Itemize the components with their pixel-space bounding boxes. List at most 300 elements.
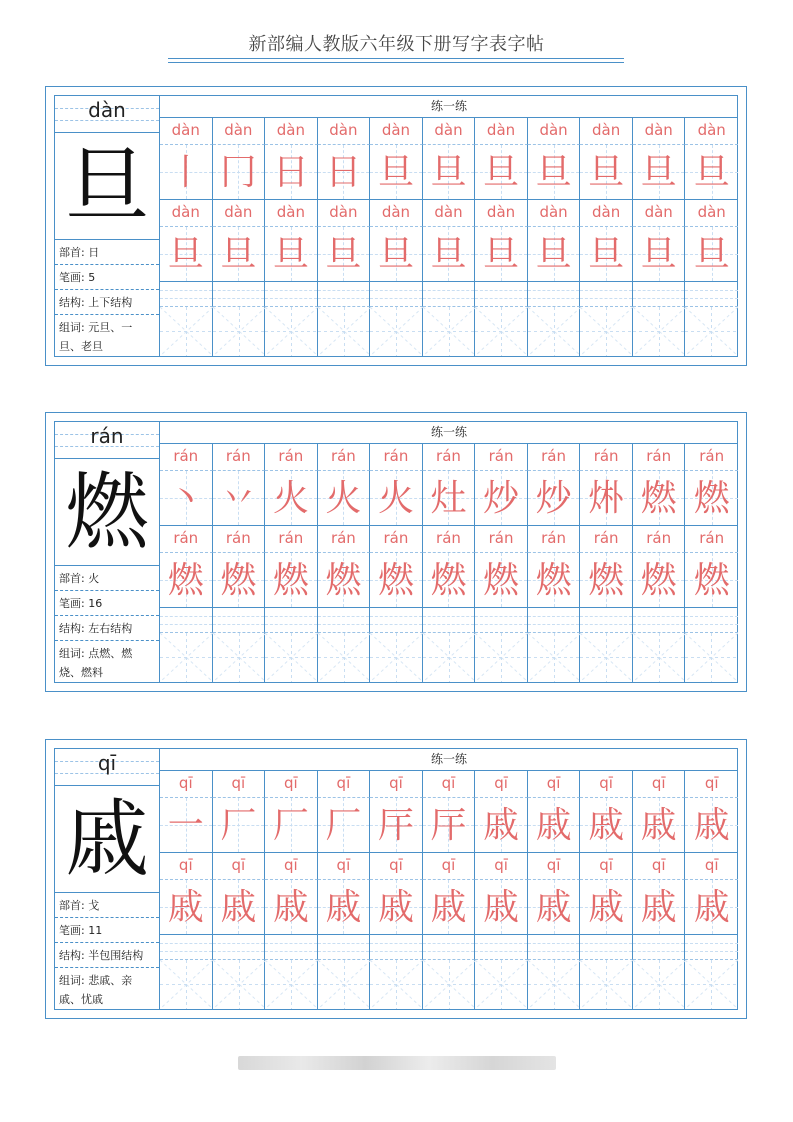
words-line-2: 旦、老旦 [59, 340, 103, 353]
strokes-info [55, 591, 159, 616]
pinyin-cell [370, 526, 423, 553]
stroke-order-character: 烞 [588, 478, 625, 519]
stroke-order-cell [633, 798, 686, 853]
pinyin-box [55, 749, 159, 786]
stroke-order-cell [318, 471, 371, 526]
pinyin-cell [318, 526, 371, 553]
blank-pinyin-cell[interactable] [475, 282, 528, 307]
blurred-footer [238, 1056, 556, 1070]
blank-pinyin-cell[interactable] [370, 282, 423, 307]
blank-writing-cell[interactable] [160, 960, 213, 1009]
blank-pinyin-cell[interactable] [423, 935, 476, 960]
stroke-order-character: 燃 [483, 560, 520, 601]
pinyin-cell [475, 526, 528, 553]
blank-writing-cell[interactable] [580, 633, 633, 682]
stroke-order-character: 冂 [220, 152, 257, 193]
pinyin-cell [213, 118, 266, 145]
panel-grid [54, 421, 738, 683]
pinyin-cell [265, 444, 318, 471]
stroke-order-cell [318, 553, 371, 608]
blank-writing-cell[interactable] [685, 633, 738, 682]
stroke-order-character: 戚 [483, 805, 520, 846]
blank-pinyin-cell[interactable] [528, 935, 581, 960]
stroke-order-cell [423, 798, 476, 853]
stroke-order-character: 戚 [535, 805, 572, 846]
practice-pinyin: rán [383, 447, 409, 465]
practice-pinyin: dàn [644, 203, 673, 221]
blank-writing-cell[interactable] [370, 307, 423, 356]
words-label: 组词: [59, 321, 85, 334]
pinyin-cell [423, 444, 476, 471]
stroke-order-cell [475, 880, 528, 935]
practice-area [160, 96, 738, 356]
blank-writing-cell[interactable] [580, 307, 633, 356]
pinyin-cell [528, 444, 581, 471]
character-info-column [55, 96, 160, 356]
blank-writing-cell[interactable] [475, 307, 528, 356]
stroke-order-character: 丶 [167, 478, 204, 519]
blank-pinyin-cell[interactable] [685, 608, 738, 633]
character-panel [45, 739, 747, 1019]
pinyin-cell [685, 853, 738, 880]
pinyin-cell [423, 118, 476, 145]
pinyin: qī [97, 751, 117, 775]
practice-pinyin: qī [651, 774, 666, 792]
stroke-order-cell [685, 880, 738, 935]
stroke-order-cell [423, 227, 476, 282]
blank-pinyin-cell[interactable] [633, 608, 686, 633]
blank-writing-cell[interactable] [370, 960, 423, 1009]
words-line-1: 元旦、一 [88, 321, 133, 334]
pinyin-cell [160, 118, 213, 145]
pinyin-cell [318, 853, 371, 880]
stroke-order-cell [370, 145, 423, 200]
pinyin-cell [370, 118, 423, 145]
practice-area [160, 749, 738, 1009]
stroke-order-character: 旦 [535, 234, 572, 275]
blank-writing-cell[interactable] [685, 960, 738, 1009]
practice-pinyin: dàn [171, 203, 200, 221]
blank-pinyin-cell[interactable] [580, 935, 633, 960]
practice-pinyin: rán [436, 529, 461, 547]
blank-pinyin-cell[interactable] [633, 935, 686, 960]
blank-writing-cell[interactable] [265, 633, 318, 682]
stroke-order-cell [160, 880, 213, 935]
practice-pinyin: rán [593, 447, 619, 465]
stroke-order-character: 戚 [693, 805, 730, 846]
blank-writing-cell[interactable] [475, 960, 528, 1009]
stroke-order-character: 旦 [377, 152, 414, 193]
stroke-order-character: 戚 [588, 887, 625, 928]
practice-label: 练一练 [160, 422, 738, 444]
title-underline-2 [168, 62, 624, 63]
pinyin-cell [528, 118, 581, 145]
pinyin-cell [475, 853, 528, 880]
stroke-order-cell [685, 145, 738, 200]
blank-writing-cell[interactable] [213, 633, 266, 682]
stroke-order-character: 戚 [640, 805, 677, 846]
stroke-order-character: 戚 [693, 887, 730, 928]
practice-pinyin: dàn [224, 121, 253, 139]
pinyin-cell [475, 118, 528, 145]
practice-pinyin: dàn [592, 203, 621, 221]
blank-pinyin-cell[interactable] [213, 935, 266, 960]
stroke-order-character: 日 [272, 152, 309, 193]
practice-pinyin: rán [488, 529, 514, 547]
blank-writing-cell[interactable] [633, 307, 686, 356]
pinyin-cell [580, 771, 633, 798]
practice-pinyin: qī [284, 856, 298, 874]
stroke-order-cell [580, 145, 633, 200]
stroke-order-character: 旦 [430, 152, 467, 193]
blank-writing-cell[interactable] [528, 960, 581, 1009]
blank-writing-cell[interactable] [423, 960, 476, 1009]
pinyin-cell [580, 118, 633, 145]
pinyin-cell [265, 118, 318, 145]
stroke-order-character: 厈 [377, 805, 414, 846]
structure-info [55, 616, 159, 641]
blank-writing-cell[interactable] [265, 960, 318, 1009]
strokes-label: 笔画: [59, 271, 85, 284]
stroke-order-cell [528, 471, 581, 526]
practice-pinyin: qī [178, 856, 193, 874]
blank-writing-cell[interactable] [213, 960, 266, 1009]
stroke-order-cell [370, 471, 423, 526]
stroke-order-cell [423, 880, 476, 935]
stroke-order-cell [528, 880, 581, 935]
stroke-order-character: 炒 [535, 478, 572, 519]
stroke-order-cell [475, 145, 528, 200]
stroke-order-character: 燃 [535, 560, 572, 601]
stroke-order-cell [685, 553, 738, 608]
stroke-order-character: 燃 [693, 560, 730, 601]
stroke-order-character: 戚 [588, 805, 625, 846]
stroke-order-character: 燃 [640, 478, 677, 519]
blank-pinyin-cell[interactable] [318, 608, 371, 633]
pinyin: dàn [88, 98, 126, 122]
words-line-2: 戚、忧戚 [59, 993, 103, 1006]
pinyin-cell [370, 200, 423, 227]
stroke-order-cell [528, 145, 581, 200]
radical-label: 部首: [59, 572, 85, 585]
blank-pinyin-cell[interactable] [160, 282, 213, 307]
strokes-value: 11 [88, 924, 103, 937]
stroke-order-cell [160, 227, 213, 282]
practice-pinyin: dàn [329, 203, 358, 221]
practice-pinyin: rán [173, 447, 199, 465]
blank-writing-cell[interactable] [580, 960, 633, 1009]
blank-writing-cell[interactable] [160, 633, 213, 682]
practice-pinyin: rán [278, 529, 304, 547]
model-character: 旦 [55, 133, 159, 240]
blank-writing-cell[interactable] [475, 633, 528, 682]
title-underline [168, 58, 624, 59]
character-panel [45, 86, 747, 366]
stroke-order-cell [633, 880, 686, 935]
pinyin-cell [685, 526, 738, 553]
stroke-order-character: 旦 [588, 234, 625, 275]
pinyin-cell [370, 853, 423, 880]
stroke-order-cell [318, 227, 371, 282]
stroke-order-character: 旦 [640, 152, 677, 193]
practice-pinyin: rán [383, 529, 409, 547]
strokes-label: 笔画: [59, 924, 85, 937]
practice-pinyin: qī [441, 774, 456, 792]
pinyin-cell [265, 771, 318, 798]
character-panel [45, 412, 747, 692]
stroke-order-cell [475, 798, 528, 853]
stroke-order-cell [475, 471, 528, 526]
practice-pinyin: rán [173, 529, 199, 547]
blank-pinyin-cell[interactable] [685, 282, 738, 307]
blank-pinyin-cell[interactable] [213, 282, 266, 307]
pinyin-cell [685, 118, 738, 145]
practice-pinyin: rán [436, 447, 461, 465]
stroke-order-character: 旦 [430, 234, 467, 275]
practice-pinyin: qī [599, 856, 613, 874]
stroke-order-cell [633, 553, 686, 608]
blank-pinyin-cell[interactable] [318, 282, 371, 307]
stroke-order-cell [633, 471, 686, 526]
stroke-order-cell [580, 798, 633, 853]
stroke-order-character: 燃 [325, 560, 362, 601]
stroke-order-character: 燃 [377, 560, 414, 601]
radical-info [55, 566, 159, 591]
practice-pinyin: rán [488, 447, 514, 465]
pinyin-cell [528, 526, 581, 553]
radical-value: 火 [88, 572, 100, 585]
practice-pinyin: rán [541, 529, 567, 547]
blank-writing-cell[interactable] [318, 307, 371, 356]
pinyin-cell [475, 444, 528, 471]
stroke-order-character: 旦 [693, 152, 730, 193]
stroke-order-cell [633, 227, 686, 282]
pinyin-cell [580, 200, 633, 227]
pinyin-cell [475, 200, 528, 227]
practice-pinyin: qī [231, 774, 246, 792]
pinyin-cell [633, 853, 686, 880]
practice-area [160, 422, 738, 682]
practice-pinyin: dàn [381, 121, 411, 139]
stroke-order-cell [265, 145, 318, 200]
stroke-order-cell [213, 227, 266, 282]
stroke-order-cell [160, 553, 213, 608]
practice-pinyin: dàn [592, 121, 621, 139]
pinyin-cell [160, 771, 213, 798]
stroke-order-character: 旦 [167, 234, 204, 275]
words-info [55, 641, 159, 682]
structure-value: 上下结构 [88, 296, 133, 309]
blank-writing-cell[interactable] [265, 307, 318, 356]
practice-pinyin: qī [494, 774, 508, 792]
practice-pinyin: rán [225, 447, 251, 465]
blank-pinyin-cell[interactable] [685, 935, 738, 960]
strokes-info [55, 265, 159, 290]
pinyin-cell [160, 526, 213, 553]
pinyin-cell [528, 853, 581, 880]
stroke-order-character: 戚 [640, 887, 677, 928]
practice-pinyin: qī [336, 856, 351, 874]
pinyin-cell [265, 200, 318, 227]
radical-info [55, 240, 159, 265]
stroke-order-cell [475, 553, 528, 608]
blank-writing-cell[interactable] [370, 633, 423, 682]
strokes-info [55, 918, 159, 943]
practice-pinyin: dàn [697, 121, 726, 139]
blank-writing-cell[interactable] [423, 307, 476, 356]
blank-pinyin-cell[interactable] [475, 608, 528, 633]
practice-pinyin: dàn [171, 121, 200, 139]
practice-pinyin: qī [389, 774, 403, 792]
stroke-order-character: 旦 [325, 234, 362, 275]
practice-pinyin: dàn [434, 203, 463, 221]
blank-pinyin-cell[interactable] [580, 282, 633, 307]
blank-writing-cell[interactable] [318, 633, 371, 682]
blank-writing-cell[interactable] [528, 633, 581, 682]
structure-value: 左右结构 [88, 622, 133, 635]
practice-pinyin: rán [278, 447, 304, 465]
stroke-order-character: 戚 [167, 887, 204, 928]
pinyin-cell [370, 444, 423, 471]
practice-pinyin: dàn [381, 203, 411, 221]
pinyin-cell [213, 444, 266, 471]
blank-writing-cell[interactable] [160, 307, 213, 356]
practice-pinyin: dàn [697, 203, 726, 221]
blank-pinyin-cell[interactable] [160, 935, 213, 960]
blank-writing-cell[interactable] [633, 960, 686, 1009]
practice-pinyin: rán [646, 529, 672, 547]
blank-writing-cell[interactable] [423, 633, 476, 682]
words-info [55, 315, 159, 356]
pinyin-cell [633, 444, 686, 471]
stroke-order-character: 戚 [325, 887, 362, 928]
pinyin-cell [160, 200, 213, 227]
stroke-order-cell [160, 471, 213, 526]
practice-pinyin: qī [599, 774, 613, 792]
pinyin-cell [318, 118, 371, 145]
pinyin-cell [685, 771, 738, 798]
pinyin-cell [633, 200, 686, 227]
pinyin-cell [213, 771, 266, 798]
stroke-order-cell [213, 880, 266, 935]
stroke-order-cell [423, 145, 476, 200]
strokes-value: 16 [88, 597, 103, 610]
blank-pinyin-cell[interactable] [423, 282, 476, 307]
stroke-order-cell [213, 798, 266, 853]
stroke-order-character: 厂 [220, 805, 257, 846]
stroke-order-character: 旦 [220, 234, 257, 275]
radical-label: 部首: [59, 899, 85, 912]
stroke-order-cell [370, 553, 423, 608]
stroke-order-character: 丨 [167, 152, 204, 193]
pinyin-cell [580, 853, 633, 880]
pinyin-cell [318, 771, 371, 798]
stroke-order-character: 戚 [377, 887, 414, 928]
blank-pinyin-cell[interactable] [370, 935, 423, 960]
pinyin-cell [528, 771, 581, 798]
stroke-order-cell [580, 471, 633, 526]
stroke-order-character: 戚 [483, 887, 520, 928]
stroke-order-cell [580, 880, 633, 935]
stroke-order-cell [685, 798, 738, 853]
blank-pinyin-cell[interactable] [160, 608, 213, 633]
structure-info [55, 290, 159, 315]
practice-pinyin: qī [546, 774, 561, 792]
blank-writing-cell[interactable] [318, 960, 371, 1009]
character-info-column [55, 749, 160, 1009]
radical-value: 日 [88, 246, 100, 259]
practice-pinyin: dàn [434, 121, 463, 139]
blank-pinyin-cell[interactable] [370, 608, 423, 633]
blank-pinyin-cell[interactable] [213, 608, 266, 633]
blank-pinyin-cell[interactable] [318, 935, 371, 960]
stroke-order-character: 旦 [588, 152, 625, 193]
pinyin-cell [580, 444, 633, 471]
blank-writing-cell[interactable] [528, 307, 581, 356]
structure-value: 半包围结构 [88, 949, 144, 962]
stroke-order-cell [160, 798, 213, 853]
blank-pinyin-cell[interactable] [265, 608, 318, 633]
stroke-order-character: 燃 [430, 560, 467, 601]
blank-pinyin-cell[interactable] [580, 608, 633, 633]
blank-pinyin-cell[interactable] [423, 608, 476, 633]
stroke-order-character: 厂 [325, 805, 362, 846]
pinyin: rán [90, 424, 124, 448]
stroke-order-character: 旦 [535, 152, 572, 193]
stroke-order-character: 燃 [220, 560, 257, 601]
blank-pinyin-cell[interactable] [528, 282, 581, 307]
blank-writing-cell[interactable] [633, 633, 686, 682]
strokes-value: 5 [88, 271, 96, 284]
pinyin-cell [265, 526, 318, 553]
practice-pinyin: dàn [486, 203, 516, 221]
stroke-order-cell [318, 145, 371, 200]
stroke-order-cell [528, 227, 581, 282]
pinyin-cell [160, 444, 213, 471]
radical-label: 部首: [59, 246, 85, 259]
pinyin-cell [213, 200, 266, 227]
pinyin-box [55, 422, 159, 459]
practice-pinyin: rán [699, 447, 725, 465]
pinyin-cell [580, 526, 633, 553]
pinyin-cell [160, 853, 213, 880]
stroke-order-character: 戚 [430, 887, 467, 928]
blank-pinyin-cell[interactable] [633, 282, 686, 307]
practice-pinyin: dàn [329, 121, 358, 139]
stroke-order-cell [213, 471, 266, 526]
pinyin-cell [528, 200, 581, 227]
words-line-1: 组词: 悲戚、亲 [59, 974, 133, 987]
stroke-order-cell [265, 227, 318, 282]
stroke-order-character: 厈 [430, 805, 467, 846]
practice-pinyin: dàn [539, 203, 568, 221]
blank-writing-cell[interactable] [685, 307, 738, 356]
blank-pinyin-cell[interactable] [528, 608, 581, 633]
practice-label: 练一练 [160, 749, 738, 771]
stroke-order-character: 燃 [167, 560, 204, 601]
stroke-order-cell [423, 553, 476, 608]
stroke-order-cell [265, 471, 318, 526]
pinyin-cell [475, 771, 528, 798]
practice-pinyin: dàn [486, 121, 516, 139]
pinyin-cell [370, 771, 423, 798]
pinyin-box [55, 96, 159, 133]
blank-pinyin-cell[interactable] [265, 282, 318, 307]
blank-pinyin-cell[interactable] [265, 935, 318, 960]
blank-writing-cell[interactable] [213, 307, 266, 356]
stroke-order-character: 灶 [430, 478, 467, 519]
blank-pinyin-cell[interactable] [475, 935, 528, 960]
